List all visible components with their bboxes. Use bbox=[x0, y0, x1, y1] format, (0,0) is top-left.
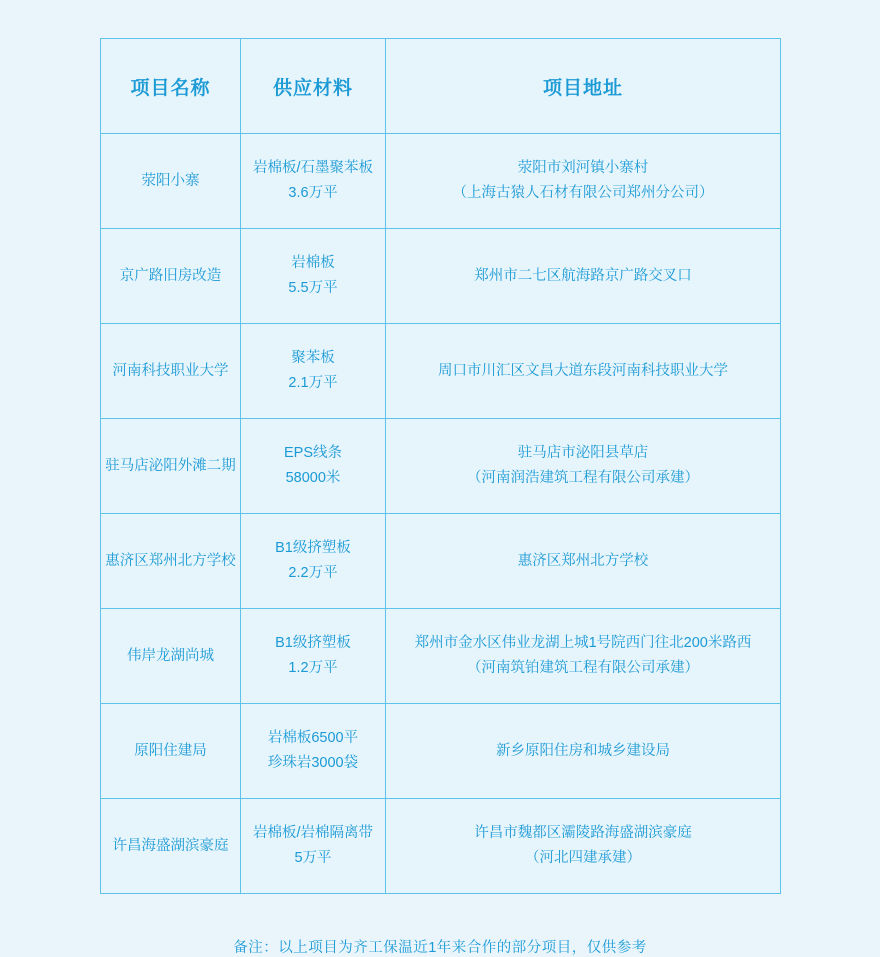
table-header bbox=[101, 39, 781, 134]
table-row bbox=[101, 134, 781, 229]
cell-material bbox=[241, 704, 386, 799]
cell-material bbox=[241, 799, 386, 894]
column-header-address: 项目地址 bbox=[386, 39, 781, 134]
cell-project-name: 荥阳小寨 bbox=[101, 134, 241, 229]
table-row bbox=[101, 704, 781, 799]
material-line: 岩棉板/石墨聚苯板 bbox=[252, 160, 374, 177]
cell-project-name: 原阳住建局 bbox=[101, 704, 241, 799]
table-row bbox=[101, 799, 781, 894]
material-line: 岩棉板 bbox=[291, 255, 335, 272]
material-line: EPS线条 bbox=[283, 445, 342, 462]
cell-address bbox=[386, 134, 781, 229]
column-header-project-name: 项目名称 bbox=[101, 39, 241, 134]
address-line: 驻马店市泌阳县草店 bbox=[517, 445, 649, 462]
material-line: 岩棉板/岩棉隔离带 bbox=[252, 825, 374, 842]
address-line: （上海古猿人石材有限公司郑州分公司） bbox=[452, 185, 714, 201]
address-line: 周口市川汇区文昌大道东段河南科技职业大学 bbox=[438, 362, 728, 379]
column-header-material: 供应材料 bbox=[241, 39, 386, 134]
material-line: 5万平 bbox=[294, 850, 332, 866]
cell-address bbox=[386, 799, 781, 894]
material-line: 岩棉板6500平 bbox=[267, 730, 359, 747]
material-line: 2.2万平 bbox=[288, 565, 338, 581]
cell-material bbox=[241, 229, 386, 324]
address-line: （河北四建承建） bbox=[525, 850, 641, 866]
address-line: 荥阳市刘河镇小寨村 bbox=[517, 160, 649, 177]
material-line: 5.5万平 bbox=[288, 280, 338, 296]
table-row bbox=[101, 229, 781, 324]
cell-material bbox=[241, 609, 386, 704]
cell-address bbox=[386, 609, 781, 704]
cell-material bbox=[241, 514, 386, 609]
material-line: 聚苯板 bbox=[291, 350, 335, 367]
table-header-row bbox=[101, 39, 781, 134]
address-line: 新乡原阳住房和城乡建设局 bbox=[496, 742, 670, 759]
cell-project-name: 京广路旧房改造 bbox=[101, 229, 241, 324]
address-line: 郑州市二七区航海路京广路交叉口 bbox=[474, 267, 692, 284]
address-line: （河南筑铂建筑工程有限公司承建） bbox=[467, 660, 699, 676]
table-row bbox=[101, 514, 781, 609]
table-row bbox=[101, 609, 781, 704]
table-row bbox=[101, 419, 781, 514]
cell-project-name: 惠济区郑州北方学校 bbox=[101, 514, 241, 609]
address-line: 许昌市魏都区灞陵路海盛湖滨豪庭 bbox=[474, 825, 692, 842]
cell-material bbox=[241, 419, 386, 514]
cell-project-name: 河南科技职业大学 bbox=[101, 324, 241, 419]
table-body bbox=[101, 134, 781, 894]
cell-project-name: 伟岸龙湖尚城 bbox=[101, 609, 241, 704]
address-line: 惠济区郑州北方学校 bbox=[517, 552, 649, 569]
material-line: B1级挤塑板 bbox=[275, 635, 351, 652]
table-row bbox=[101, 324, 781, 419]
material-line: 珍珠岩3000袋 bbox=[267, 755, 359, 771]
cell-address bbox=[386, 704, 781, 799]
cell-project-name: 驻马店泌阳外滩二期 bbox=[101, 419, 241, 514]
footnote: 备注：以上项目为齐工保温近1年来合作的部分项目，仅供参考 bbox=[233, 940, 647, 956]
address-line: （河南润浩建筑工程有限公司承建） bbox=[467, 470, 699, 486]
address-line: 郑州市金水区伟业龙湖上城1号院西门往北200米路西 bbox=[414, 635, 752, 652]
cell-project-name: 许昌海盛湖滨豪庭 bbox=[101, 799, 241, 894]
cell-address bbox=[386, 419, 781, 514]
cell-material bbox=[241, 134, 386, 229]
cell-address bbox=[386, 324, 781, 419]
material-line: B1级挤塑板 bbox=[275, 540, 351, 557]
material-line: 3.6万平 bbox=[288, 185, 338, 201]
material-line: 58000米 bbox=[285, 470, 341, 486]
cell-address bbox=[386, 514, 781, 609]
material-line: 1.2万平 bbox=[288, 660, 338, 676]
cell-address bbox=[386, 229, 781, 324]
material-line: 2.1万平 bbox=[288, 375, 338, 391]
project-table bbox=[100, 38, 781, 894]
cell-material bbox=[241, 324, 386, 419]
